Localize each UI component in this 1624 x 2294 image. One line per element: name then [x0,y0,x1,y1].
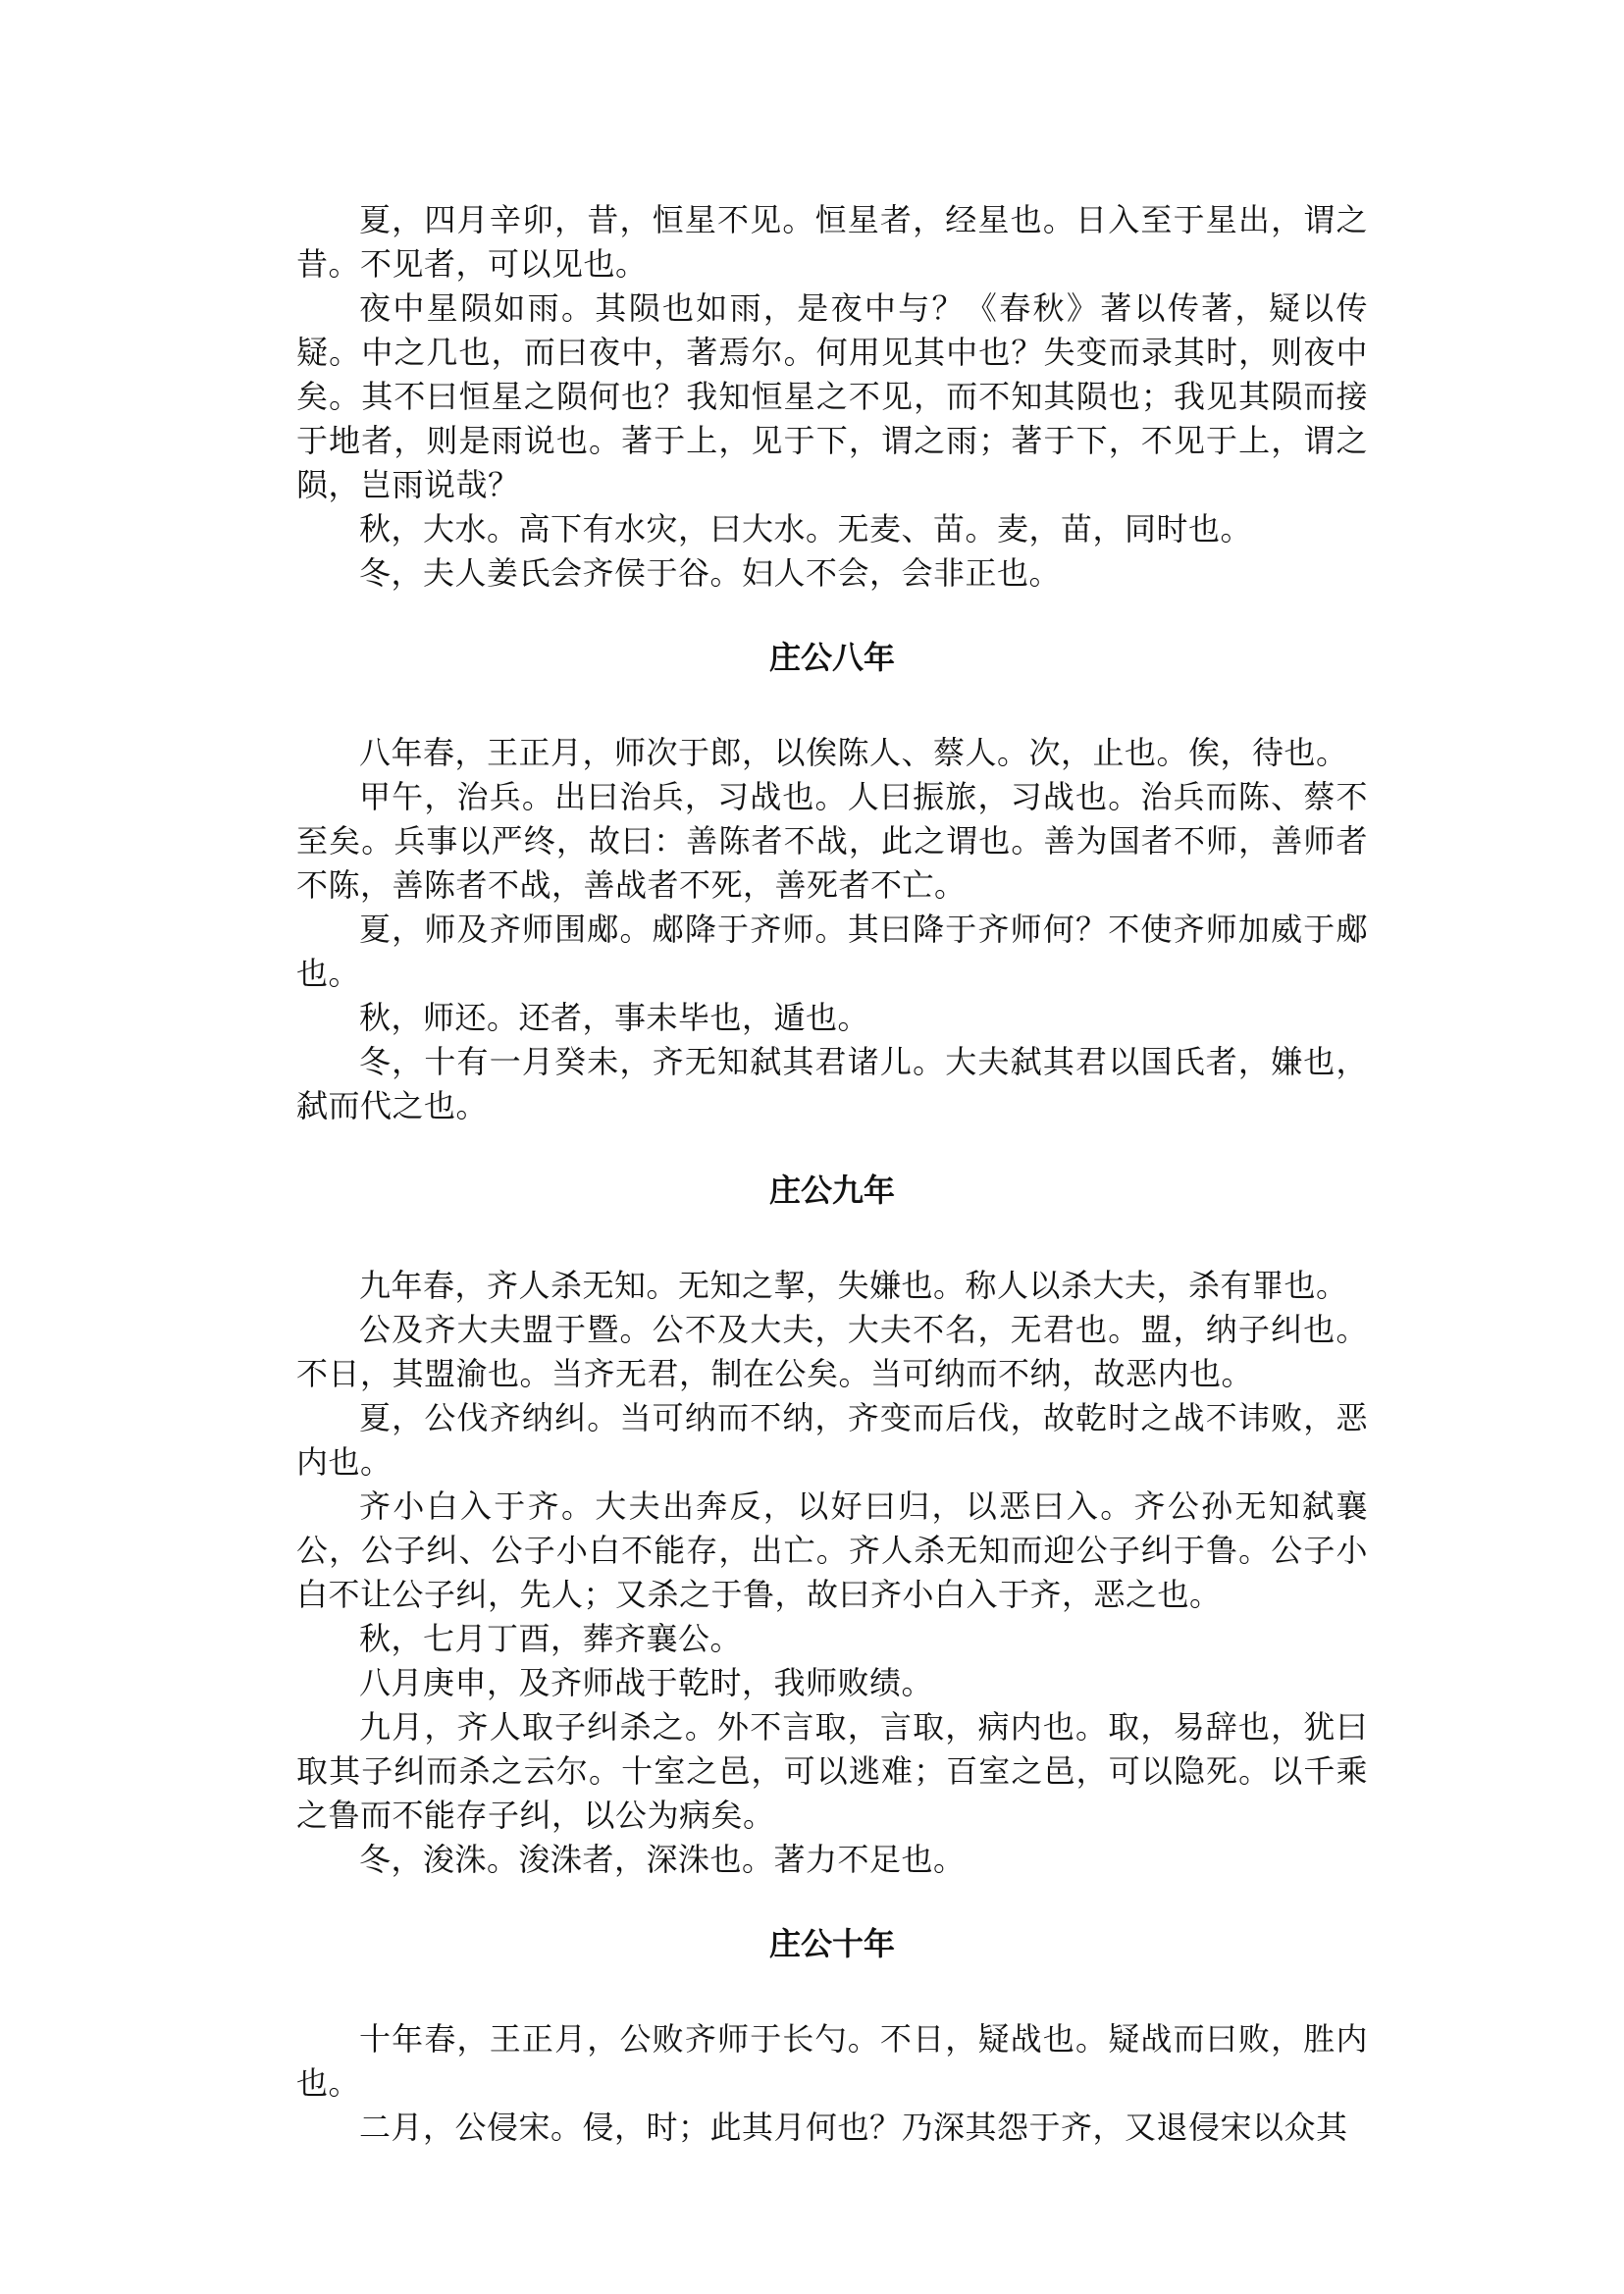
section-heading: 庄公十年 [768,1925,895,1962]
paragraph: 秋，师还。还者，事未毕也，遁也。 [359,999,870,1036]
section-zhuang-8 [296,636,1368,1128]
paragraph: 八年春，王正月，师次于郎，以俟陈人、蔡人。次，止也。俟，待也。 [359,734,1348,771]
paragraph: 夏，师及齐师围郕。郕降于齐师。其曰降于齐师何？不使齐师加威于郕也。 [296,911,1368,992]
section-zhuang-10 [296,1922,1368,2150]
section-heading: 庄公九年 [768,1172,895,1209]
paragraph: 齐小白入于齐。大夫出奔反，以好曰归，以恶曰入。齐公孙无知弑襄公，公子纠、公子小白不能存，出亡。齐人杀无知而迎公子纠于鲁。公子小白不让公子纠，先人；又杀之于鲁，故曰齐小白入于齐，恶之也。 [296,1487,1368,1613]
paragraph: 秋，七月丁酉，葬齐襄公。 [359,1620,743,1657]
paragraph: 十年春，王正月，公败齐师于长勺。不日，疑战也。疑战而曰败，胜内也。 [296,2020,1368,2102]
paragraph: 夜中星陨如雨。其陨也如雨，是夜中与？《春秋》著以传著，疑以传疑。中之几也，而曰夜中，著焉尔。何用见其中也？失变而录其时，则夜中矣。其不曰恒星之陨何也？我知恒星之不见，而不知其陨也；我见其陨而接于地者，则是雨说也。著于上，见于下，谓之雨；著于下，不见于上，谓之陨，岂雨说哉？ [296,289,1368,503]
paragraph: 九年春，齐人杀无知。无知之挈，失嫌也。称人以杀大夫，杀有罪也。 [359,1267,1348,1304]
paragraph: 冬，十有一月癸未，齐无知弑其君诸儿。大夫弑其君以国氏者，嫌也，弑而代之也。 [296,1043,1368,1124]
paragraph: 八月庚申，及齐师战于乾时，我师败绩。 [359,1664,934,1701]
paragraph: 甲午，治兵。出曰治兵，习战也。人曰振旅，习战也。治兵而陈、蔡不至矣。兵事以严终，故曰：善陈者不战，此之谓也。善为国者不师，善师者不陈，善陈者不战，善战者不死，善死者不亡。 [296,778,1368,904]
paragraph: 夏，公伐齐纳纠。当可纳而不纳，齐变而后伐，故乾时之战不讳败，恶内也。 [296,1399,1368,1481]
paragraph: 秋，大水。高下有水灾，曰大水。无麦、苗。麦，苗，同时也。 [359,510,1253,547]
intro-block [296,198,1368,596]
paragraph: 冬，浚洙。浚洙者，深洙也。著力不足也。 [359,1841,966,1878]
paragraph: 二月，公侵宋。侵，时；此其月何也？乃深其怨于齐，又退侵宋以众其 [359,2109,1348,2146]
paragraph: 夏，四月辛卯，昔，恒星不见。恒星者，经星也。日入至于星出，谓之昔。不见者，可以见也。 [296,201,1368,283]
section-zhuang-9 [296,1169,1368,1882]
paragraph: 九月，齐人取子纠杀之。外不言取，言取，病内也。取，易辞也，犹曰取其子纠而杀之云尔。十室之邑，可以逃难；百室之邑，可以隐死。以千乘之鲁而不能存子纠，以公为病矣。 [296,1708,1368,1834]
text-column [296,198,1368,2150]
paragraph: 冬，夫人姜氏会齐侯于谷。妇人不会，会非正也。 [359,554,1062,592]
section-heading: 庄公八年 [768,639,895,676]
paragraph: 公及齐大夫盟于暨。公不及大夫，大夫不名，无君也。盟，纳子纠也。不日，其盟渝也。当齐无君，制在公矣。当可纳而不纳，故恶内也。 [296,1311,1368,1392]
